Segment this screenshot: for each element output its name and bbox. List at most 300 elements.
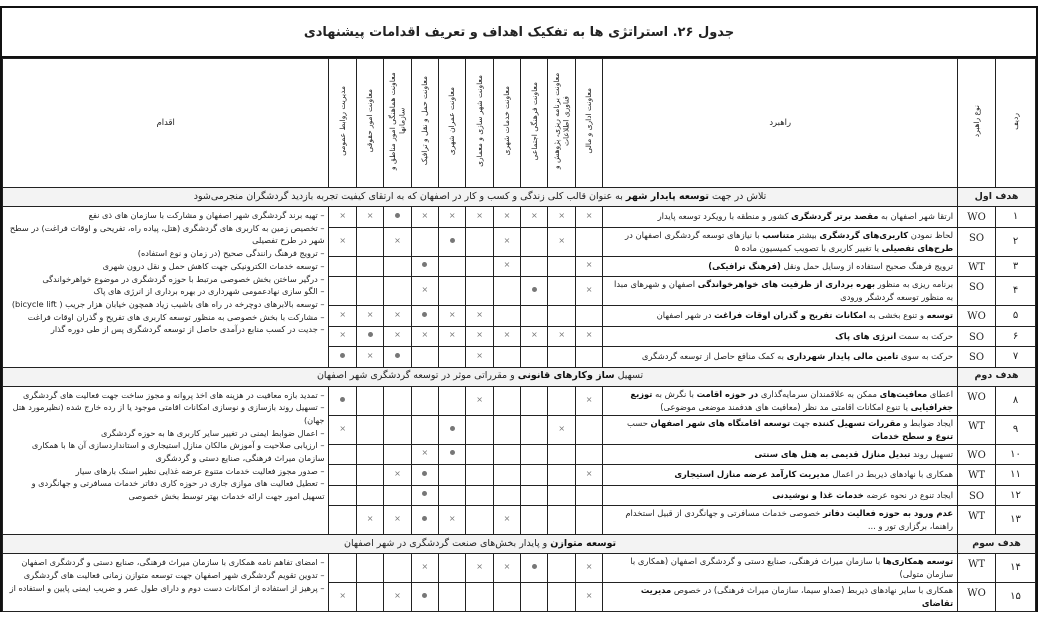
- responsibility-cell: [384, 485, 411, 506]
- row-number: ۱: [996, 207, 1036, 228]
- responsibility-cell: [521, 583, 548, 612]
- strategy-text-bold: در حوزه اقامت: [696, 388, 759, 399]
- responsibility-cell: [384, 444, 411, 465]
- responsibility-cell: [411, 277, 438, 306]
- secondary-responsibility-cross-icon: ×: [476, 350, 483, 360]
- header-dept-urban-planning-architecture: معاونت شهر سازی و معماری: [466, 59, 493, 188]
- responsibility-cell: [329, 347, 356, 368]
- responsibility-cell: [384, 583, 411, 612]
- responsibility-cell: [521, 227, 548, 256]
- row-number: ۲: [996, 227, 1036, 256]
- responsibility-cell: [356, 554, 383, 583]
- responsibility-cell: [493, 386, 520, 415]
- responsibility-cell: [329, 444, 356, 465]
- responsibility-cell: [575, 347, 602, 368]
- secondary-responsibility-cross-icon: ×: [421, 285, 429, 295]
- secondary-responsibility-cross-icon: ×: [585, 330, 593, 340]
- row-number: ۶: [996, 326, 1036, 347]
- action-list: [3, 207, 329, 368]
- secondary-responsibility-cross-icon: ×: [339, 235, 347, 245]
- action-item: – تعطیل فعالیت های موازی جاری در حوزه کاری دفاتر خدمات مسافرتی و جهانگردی و تسهیل امور جهت ارائه خدمات بهتر توسط بخش خصوصی: [31, 478, 325, 502]
- responsibility-cell: [466, 583, 493, 612]
- header-dept-public-relations: مدیریت روابط عمومی: [329, 59, 356, 188]
- secondary-responsibility-cross-icon: ×: [476, 210, 483, 220]
- strategy-text-bold: خدمات غذا و نوشیدنی: [772, 489, 864, 500]
- strategy-text: [603, 277, 958, 306]
- secondary-responsibility-cross-icon: ×: [394, 235, 401, 245]
- strategy-text-part: با نگرش به: [652, 388, 697, 399]
- strategy-type: WT: [958, 256, 996, 277]
- secondary-responsibility-cross-icon: ×: [503, 260, 511, 270]
- responsibility-cell: [411, 506, 438, 535]
- action-item: – ارزیابی صلاحیت و آموزش مالکان منازل استیجاری و استانداردسازی آن ها با همکاری سازمان میراث فرهنگی، صنایع دستی و گردشگری: [31, 440, 325, 464]
- strategy-text-bold: مقررات تسهیل کننده: [812, 417, 901, 428]
- strategy-text-bold: انرژی های پاک: [835, 330, 897, 341]
- primary-responsibility-dot-icon: [340, 353, 345, 358]
- strategy-table: [2, 58, 1036, 612]
- strategy-type: WO: [958, 583, 996, 612]
- responsibility-cell: [411, 207, 438, 228]
- responsibility-cell: [438, 554, 465, 583]
- strategy-text: [603, 485, 958, 506]
- responsibility-cell: [548, 444, 575, 465]
- action-item: – صدور مجوز فعالیت خدمات متنوع عرضه غذایی نظیر اسنک بارهای سیار: [75, 465, 325, 476]
- responsibility-cell: [411, 415, 438, 444]
- secondary-responsibility-cross-icon: ×: [503, 210, 511, 220]
- responsibility-cell: [575, 277, 602, 306]
- strategy-text: [603, 326, 958, 347]
- responsibility-cell: [521, 506, 548, 535]
- secondary-responsibility-cross-icon: ×: [503, 330, 511, 340]
- primary-responsibility-dot-icon: [450, 238, 455, 243]
- responsibility-cell: [466, 554, 493, 583]
- primary-responsibility-dot-icon: [422, 516, 427, 521]
- responsibility-cell: [493, 583, 520, 612]
- responsibility-cell: [356, 306, 383, 327]
- responsibility-cell: [575, 386, 602, 415]
- header-dept-cultural-social: معاونت فرهنگی اجتماعی: [521, 59, 548, 188]
- strategy-text-part: کشور و منطقه با رویکرد توسعه پایدار: [657, 211, 792, 222]
- responsibility-cell: [329, 465, 356, 486]
- goal-row: [3, 535, 1036, 554]
- strategy-text-part: ایجاد تنوع در نحوه عرضه: [863, 489, 954, 500]
- responsibility-cell: [356, 444, 383, 465]
- row-number: ۱۱: [996, 465, 1036, 486]
- responsibility-cell: [356, 465, 383, 486]
- strategy-type: SO: [958, 227, 996, 256]
- strategy-text: [603, 207, 958, 228]
- goal-text-bold: توسعه پایدار شهر: [625, 190, 709, 202]
- responsibility-cell: [411, 583, 438, 612]
- secondary-responsibility-cross-icon: ×: [530, 330, 538, 340]
- primary-responsibility-dot-icon: [340, 397, 345, 402]
- strategy-text: [603, 444, 958, 465]
- secondary-responsibility-cross-icon: ×: [421, 448, 429, 458]
- header-row: [3, 59, 1036, 188]
- strategy-text-part: ممکن به علاقمندان سرمایه‌گذاری: [758, 388, 880, 399]
- strategy-text-bold: مدیریت تقاضای: [640, 585, 954, 609]
- goal-label: هدف اول: [958, 188, 1036, 207]
- goal-text: [3, 535, 958, 554]
- row-number: ۹: [996, 415, 1036, 444]
- header-action: اقدام: [3, 59, 329, 188]
- responsibility-cell: [548, 465, 575, 486]
- responsibility-cell: [438, 415, 465, 444]
- strategy-text-part: یا تغییر کاربری با تصویب کمیسیون ماده ۵: [734, 242, 882, 253]
- responsibility-cell: [493, 506, 520, 535]
- strategy-type: SO: [958, 485, 996, 506]
- secondary-responsibility-cross-icon: ×: [421, 330, 429, 340]
- table-row: [3, 554, 1036, 583]
- action-item: – توسعه بالابرهای دوچرخه در راه های باشیب زیاد همچون خیابان هزار جریب ( bicycle lift): [11, 298, 325, 309]
- strategy-text-bold: طرح‌های تفصیلی: [881, 242, 954, 253]
- responsibility-cell: [384, 347, 411, 368]
- responsibility-cell: [466, 485, 493, 506]
- responsibility-cell: [548, 386, 575, 415]
- responsibility-cell: [384, 465, 411, 486]
- goal-label: هدف سوم: [958, 535, 1036, 554]
- responsibility-cell: [493, 415, 520, 444]
- responsibility-cell: [411, 256, 438, 277]
- strategy-text-part: حسب: [627, 417, 651, 428]
- responsibility-cell: [521, 554, 548, 583]
- responsibility-cell: [548, 506, 575, 535]
- responsibility-cell: [575, 506, 602, 535]
- strategy-text-part: حرکت به سوی: [898, 351, 954, 362]
- responsibility-cell: [493, 444, 520, 465]
- responsibility-cell: [411, 485, 438, 506]
- responsibility-cell: [575, 583, 602, 612]
- strategy-text: [603, 415, 958, 444]
- primary-responsibility-dot-icon: [368, 332, 373, 337]
- responsibility-cell: [521, 485, 548, 506]
- action-item: – تسهیل روند بازسازی و نوسازی امکانات اقامتی موجود یا از رده خارج شده (نظیرمورد هتل جهان): [12, 402, 325, 425]
- strategy-type: WO: [958, 386, 996, 415]
- strategy-text-part: و تنوع بخشی به: [866, 310, 927, 321]
- goal-text-bold: توسعه متوازن: [550, 537, 617, 549]
- responsibility-cell: [466, 277, 493, 306]
- action-item: – امضای تفاهم نامه همکاری با سازمان میراث فرهنگی، صنایع دستی و گردشگری اصفهان: [21, 557, 325, 568]
- header-dept-transport-traffic: معاونت حمل و نقل و ترافیک: [411, 59, 438, 188]
- row-number: ۱۴: [996, 554, 1036, 583]
- responsibility-cell: [411, 465, 438, 486]
- header-dept-urban-services: معاونت خدمات شهری: [493, 59, 520, 188]
- primary-responsibility-dot-icon: [422, 471, 427, 476]
- secondary-responsibility-cross-icon: ×: [394, 330, 401, 340]
- goal-text-post: و مقرراتی موثر در توسعه گردشگری شهر اصفهان: [316, 370, 518, 382]
- secondary-responsibility-cross-icon: ×: [476, 309, 483, 319]
- responsibility-cell: [384, 227, 411, 256]
- secondary-responsibility-cross-icon: ×: [421, 562, 429, 572]
- responsibility-cell: [521, 326, 548, 347]
- row-number: ۱۲: [996, 485, 1036, 506]
- primary-responsibility-dot-icon: [422, 593, 427, 598]
- strategy-text-bold: مقصد برتر گردشگری: [791, 211, 879, 222]
- responsibility-cell: [493, 465, 520, 486]
- responsibility-cell: [438, 386, 465, 415]
- action-item: – پرهیز از استفاده از امکانات دست دوم و دارای طول عمر و ضریب ایمنی پایین و استفاده از: [9, 582, 325, 593]
- header-dept-planning-research-it: معاونت برنامه ریزی، پژوهش و فناوری اطلاعات: [548, 59, 575, 188]
- primary-responsibility-dot-icon: [422, 491, 427, 496]
- strategy-text-part: ایجاد ضوابط و: [900, 417, 954, 428]
- secondary-responsibility-cross-icon: ×: [530, 210, 538, 220]
- action-item: – تمدید بازه معافیت در هزینه های اخذ پروانه و مجوز ساخت جهت فعالیت های گردشگری: [22, 389, 325, 400]
- secondary-responsibility-cross-icon: ×: [394, 591, 401, 601]
- responsibility-cell: [356, 227, 383, 256]
- strategy-text-part: با سازمان میراث فرهنگی، صنایع دستی و گردشگری اصفهان (همکاری با سازمان متولی): [630, 556, 954, 580]
- secondary-responsibility-cross-icon: ×: [585, 260, 593, 270]
- strategy-text-bold: تنوع و سطح خدمات: [871, 430, 954, 441]
- responsibility-cell: [438, 256, 465, 277]
- responsibility-cell: [329, 386, 356, 415]
- responsibility-cell: [521, 256, 548, 277]
- action-item: – الگو سازی نهادعمومی شهرداری در بهره برداری از انرژی های پاک: [93, 286, 325, 297]
- strategy-text-part: تسهیل روند: [910, 448, 954, 459]
- strategy-text-part: در شهر اصفهان: [656, 310, 715, 321]
- table-body: [3, 188, 1036, 612]
- responsibility-cell: [548, 485, 575, 506]
- responsibility-cell: [438, 485, 465, 506]
- strategy-text-part: ارتقا شهر اصفهان به: [878, 211, 954, 222]
- secondary-responsibility-cross-icon: ×: [339, 423, 347, 433]
- goal-text: [3, 188, 958, 207]
- header-dept-civil-development: معاونت عمران شهری: [438, 59, 465, 188]
- responsibility-cell: [384, 277, 411, 306]
- responsibility-cell: [438, 207, 465, 228]
- goal-text-post: و پایدار بخش‌های صنعت گردشگری در شهر اصفهان: [343, 537, 551, 549]
- header-dept-legal-affairs: معاونت امور حقوقی: [356, 59, 383, 188]
- responsibility-cell: [466, 506, 493, 535]
- responsibility-cell: [384, 506, 411, 535]
- action-item: – تهیه برند گردشگری شهر اصفهان و مشارکت با سازمان های ذی نفع: [88, 210, 325, 220]
- strategy-text-part: اصفهان و شهرهای مبدا به منظور توسعه گردشگر ورودی: [614, 279, 954, 303]
- responsibility-cell: [548, 306, 575, 327]
- primary-responsibility-dot-icon: [450, 426, 455, 431]
- primary-responsibility-dot-icon: [395, 353, 400, 358]
- responsibility-cell: [329, 583, 356, 612]
- strategy-text-part: یا تنوع امکانات اقامتی مد نظر (معافیت های هدفمند موضعی موضوعی): [660, 401, 911, 412]
- strategy-text-bold: توسعه اقامتگاه های شهر اصفهان: [650, 417, 791, 428]
- responsibility-cell: [438, 326, 465, 347]
- row-number: ۸: [996, 386, 1036, 415]
- strategy-text-bold: مدیریت کارآمد عرضه منازل استیجاری: [674, 469, 830, 480]
- secondary-responsibility-cross-icon: ×: [585, 562, 593, 572]
- action-item: – اعمال ضوابط ایمنی در تغییر سایر کاربری ها به حوزه گردشگری: [100, 427, 325, 438]
- strategy-type: SO: [958, 326, 996, 347]
- row-number: ۳: [996, 256, 1036, 277]
- responsibility-cell: [329, 207, 356, 228]
- responsibility-cell: [521, 465, 548, 486]
- strategy-text-bold: امکانات تفریح و گذران اوقات فراغت: [714, 310, 867, 321]
- secondary-responsibility-cross-icon: ×: [476, 330, 483, 340]
- responsibility-cell: [521, 415, 548, 444]
- responsibility-cell: [466, 415, 493, 444]
- strategy-text-bold: معافیت‌های: [879, 388, 928, 399]
- strategy-type: SO: [958, 277, 996, 306]
- responsibility-cell: [411, 306, 438, 327]
- action-item: – جدیت در کسب منابع درآمدی حاصل از توسعه گردشگری پس از طی دوره گذار: [50, 324, 325, 335]
- responsibility-cell: [438, 277, 465, 306]
- responsibility-cell: [329, 485, 356, 506]
- header-strategy-type: نوع راهبرد: [958, 59, 996, 188]
- strategy-text-part: اعطای: [927, 388, 954, 399]
- strategy-text-bold: توزیع جغرافیایی: [630, 388, 954, 412]
- responsibility-cell: [548, 347, 575, 368]
- responsibility-cell: [575, 485, 602, 506]
- strategy-text-part: همکاری با سایر نهادهای ذیربط (صداو سیما، سازمان میراث فرهنگی) در خصوص: [671, 585, 954, 596]
- table-title: جدول ۲۶. استراتژی ها به تفکیک اهداف و تعریف اقدامات پیشنهادی: [2, 8, 1036, 58]
- strategy-text: [603, 306, 958, 327]
- responsibility-cell: [466, 465, 493, 486]
- goal-row: [3, 367, 1036, 386]
- responsibility-cell: [329, 506, 356, 535]
- secondary-responsibility-cross-icon: ×: [585, 394, 593, 404]
- strategy-text-bold: (فرهنگ ترافیکی): [708, 260, 781, 271]
- secondary-responsibility-cross-icon: ×: [394, 309, 401, 319]
- responsibility-cell: [521, 306, 548, 327]
- secondary-responsibility-cross-icon: ×: [339, 309, 347, 319]
- responsibility-cell: [466, 347, 493, 368]
- strategy-type: WT: [958, 554, 996, 583]
- strategy-type: WT: [958, 465, 996, 486]
- row-number: ۵: [996, 306, 1036, 327]
- responsibility-cell: [575, 256, 602, 277]
- responsibility-cell: [575, 306, 602, 327]
- secondary-responsibility-cross-icon: ×: [339, 210, 347, 220]
- strategy-text-part: لحاظ نمودن: [908, 229, 954, 240]
- responsibility-cell: [466, 207, 493, 228]
- responsibility-cell: [411, 227, 438, 256]
- strategy-text-part: حرکت به سمت: [896, 330, 954, 341]
- strategy-text-bold: توسعه: [926, 310, 954, 321]
- responsibility-cell: [329, 227, 356, 256]
- responsibility-cell: [493, 306, 520, 327]
- strategy-type: WO: [958, 207, 996, 228]
- strategy-text-part: برنامه ریزی به منظور: [875, 279, 954, 290]
- responsibility-cell: [438, 227, 465, 256]
- header-dept-admin-finance: معاونت اداری و مالی: [575, 59, 602, 188]
- responsibility-cell: [356, 347, 383, 368]
- responsibility-cell: [411, 444, 438, 465]
- secondary-responsibility-cross-icon: ×: [585, 591, 593, 601]
- strategy-text-part: با نیازهای توسعه گردشگری اصفهان در: [625, 229, 763, 240]
- secondary-responsibility-cross-icon: ×: [503, 235, 511, 245]
- responsibility-cell: [329, 554, 356, 583]
- strategy-text-bold: عدم ورود به حوزه فعالیت دفاتر: [822, 508, 954, 519]
- action-item: – تخصیص زمین به کاربری های گردشگری (هتل، پیاده راه، تفریحی و اوقات فراغت) در سطح شهر در طرح تفصیلی: [9, 222, 325, 246]
- row-number: ۴: [996, 277, 1036, 306]
- responsibility-cell: [493, 256, 520, 277]
- row-number: ۱۵: [996, 583, 1036, 612]
- responsibility-cell: [466, 326, 493, 347]
- responsibility-cell: [329, 415, 356, 444]
- responsibility-cell: [384, 306, 411, 327]
- action-item: – ترویج فرهنگ رانندگی صحیح (در زمان و نوع استفاده): [137, 248, 325, 259]
- responsibility-cell: [329, 326, 356, 347]
- row-number: ۷: [996, 347, 1036, 368]
- responsibility-cell: [466, 386, 493, 415]
- secondary-responsibility-cross-icon: ×: [366, 210, 374, 220]
- secondary-responsibility-cross-icon: ×: [558, 235, 566, 245]
- secondary-responsibility-cross-icon: ×: [421, 210, 429, 220]
- secondary-responsibility-cross-icon: ×: [339, 330, 347, 340]
- responsibility-cell: [548, 326, 575, 347]
- responsibility-cell: [438, 583, 465, 612]
- responsibility-cell: [548, 256, 575, 277]
- goal-row: [3, 188, 1036, 207]
- secondary-responsibility-cross-icon: ×: [339, 591, 347, 601]
- responsibility-cell: [356, 485, 383, 506]
- secondary-responsibility-cross-icon: ×: [366, 309, 374, 319]
- table-row: [3, 207, 1036, 228]
- responsibility-cell: [575, 227, 602, 256]
- responsibility-cell: [493, 277, 520, 306]
- responsibility-cell: [493, 485, 520, 506]
- responsibility-cell: [329, 277, 356, 306]
- secondary-responsibility-cross-icon: ×: [585, 468, 593, 478]
- responsibility-cell: [438, 465, 465, 486]
- primary-responsibility-dot-icon: [422, 262, 427, 267]
- responsibility-cell: [411, 347, 438, 368]
- responsibility-cell: [356, 326, 383, 347]
- responsibility-cell: [493, 326, 520, 347]
- responsibility-cell: [575, 554, 602, 583]
- action-item: – مشارکت با بخش خصوصی به منظور توسعه کاربری های تفریح و گذران اوقات فراغت: [27, 311, 325, 322]
- responsibility-cell: [466, 256, 493, 277]
- responsibility-cell: [521, 207, 548, 228]
- responsibility-cell: [411, 326, 438, 347]
- strategy-text: [603, 256, 958, 277]
- strategy-type: WO: [958, 444, 996, 465]
- responsibility-cell: [384, 207, 411, 228]
- strategy-text: [603, 554, 958, 583]
- responsibility-cell: [356, 207, 383, 228]
- primary-responsibility-dot-icon: [422, 312, 427, 317]
- table-row: [3, 386, 1036, 415]
- action-list: [3, 386, 329, 535]
- header-dept-districts-coordination: معاونت هماهنگی امور مناطق و سازمانها: [384, 59, 411, 188]
- secondary-responsibility-cross-icon: ×: [476, 394, 483, 404]
- strategy-text-part: بیشتر: [794, 229, 820, 240]
- responsibility-cell: [521, 444, 548, 465]
- responsibility-cell: [548, 583, 575, 612]
- responsibility-cell: [575, 415, 602, 444]
- strategy-text: [603, 465, 958, 486]
- responsibility-cell: [521, 277, 548, 306]
- row-number: ۱۳: [996, 506, 1036, 535]
- responsibility-cell: [329, 306, 356, 327]
- responsibility-cell: [384, 386, 411, 415]
- secondary-responsibility-cross-icon: ×: [585, 285, 593, 295]
- strategy-text: [603, 506, 958, 535]
- action-item: – تدوین تقویم گردشگری شهر اصفهان جهت توسعه متوازن زمانی فعالیت های گردشگری: [23, 569, 325, 580]
- row-number: ۱۰: [996, 444, 1036, 465]
- strategy-text-bold: کاربری‌های گردشگری: [819, 229, 909, 240]
- strategy-type: WT: [958, 415, 996, 444]
- table-frame: [0, 6, 1038, 612]
- responsibility-cell: [438, 444, 465, 465]
- strategy-text-part: به کمک منافع حاصل از توسعه گردشگری: [641, 351, 787, 362]
- responsibility-cell: [466, 444, 493, 465]
- responsibility-cell: [493, 207, 520, 228]
- responsibility-cell: [384, 326, 411, 347]
- secondary-responsibility-cross-icon: ×: [448, 514, 456, 524]
- strategy-text-part: جهت: [790, 417, 813, 428]
- secondary-responsibility-cross-icon: ×: [558, 423, 566, 433]
- secondary-responsibility-cross-icon: ×: [558, 210, 566, 220]
- responsibility-cell: [575, 207, 602, 228]
- secondary-responsibility-cross-icon: ×: [503, 562, 511, 572]
